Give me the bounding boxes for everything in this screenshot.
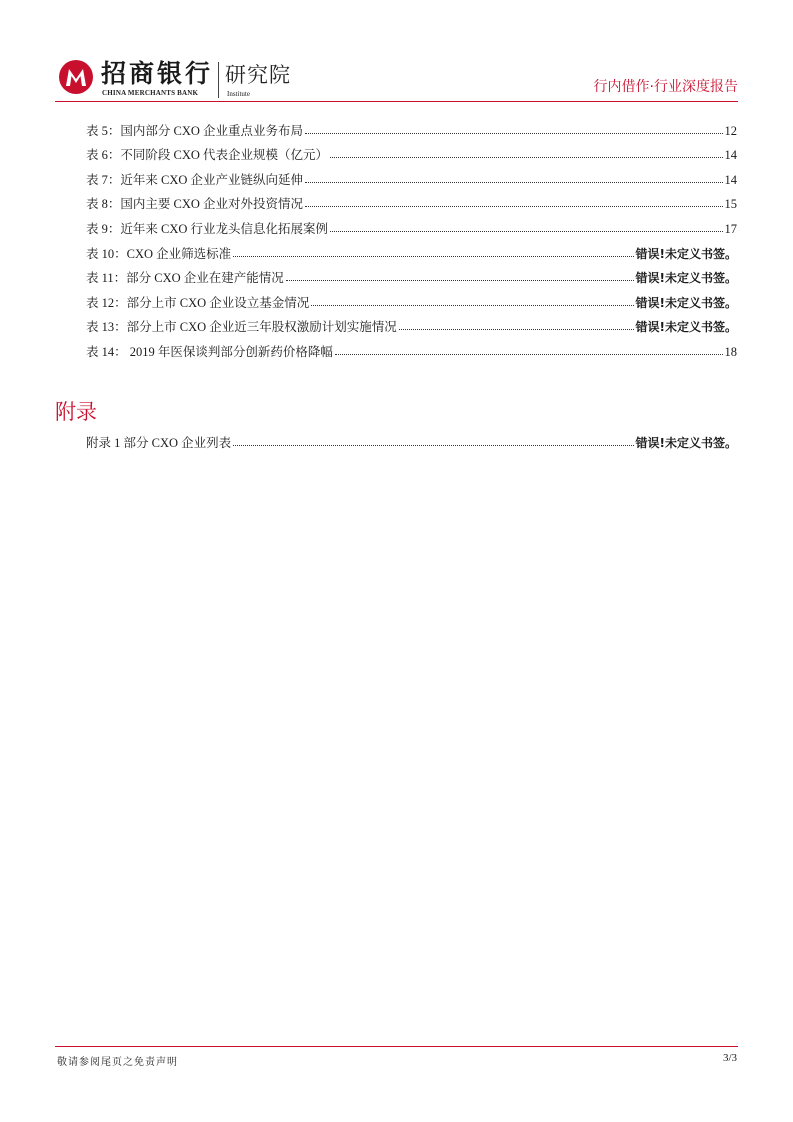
toc-entry-page[interactable]: 错误!未定义书签。	[635, 435, 737, 450]
toc-entry-page[interactable]: 12	[724, 123, 737, 138]
toc-leader-dots	[305, 205, 722, 207]
toc-entry-page[interactable]: 错误!未定义书签。	[635, 271, 737, 286]
toc-entry-label[interactable]: 表 5：国内部分 CXO 企业重点业务布局	[86, 123, 304, 138]
toc-entry-page[interactable]: 错误!未定义书签。	[635, 246, 737, 261]
toc-entry-page[interactable]: 15	[724, 197, 737, 212]
toc-leader-dots	[286, 279, 634, 281]
table-of-tables	[86, 114, 737, 360]
toc-entry-label[interactable]: 表 8：国内主要 CXO 企业对外投资情况	[86, 197, 304, 212]
toc-entry[interactable]	[86, 212, 737, 237]
toc-entry[interactable]	[86, 237, 737, 262]
toc-entry-page[interactable]: 14	[724, 172, 737, 187]
toc-leader-dots	[305, 132, 722, 134]
bank-name-cn: 招商银行	[101, 59, 214, 88]
toc-leader-dots	[233, 444, 633, 446]
toc-entry-label[interactable]: 表 6：不同阶段 CXO 代表企业规模（亿元）	[86, 148, 329, 163]
toc-entry-page[interactable]: 17	[724, 221, 737, 236]
toc-entry-label[interactable]: 附录 1 部分 CXO 企业列表	[86, 435, 232, 450]
toc-entry[interactable]	[86, 114, 737, 139]
toc-entry-page[interactable]: 18	[724, 344, 737, 359]
toc-entry-label[interactable]: 表 14： 2019 年医保谈判部分创新药价格降幅	[86, 344, 333, 359]
toc-entry-page[interactable]: 错误!未定义书签。	[635, 295, 737, 310]
toc-entry[interactable]	[86, 163, 737, 188]
toc-entry-label[interactable]: 表 12：部分上市 CXO 企业设立基金情况	[86, 295, 310, 310]
toc-leader-dots	[399, 328, 634, 330]
toc-entry-page[interactable]: 错误!未定义书签。	[635, 320, 737, 335]
toc-entry[interactable]	[86, 262, 737, 287]
toc-entry[interactable]	[86, 335, 737, 360]
toc-entry-label[interactable]: 表 7：近年来 CXO 企业产业链纵向延伸	[86, 172, 304, 187]
toc-entry-label[interactable]: 表 10：CXO 企业筛选标准	[86, 246, 232, 261]
toc-leader-dots	[330, 156, 722, 158]
institute-name-en: Institute	[227, 90, 250, 98]
toc-entry[interactable]	[86, 139, 737, 164]
report-type: 行内借作·行业深度报告	[593, 79, 738, 95]
toc-leader-dots	[335, 353, 723, 355]
footer-disclaimer: 敬请参阅尾页之免责声明	[57, 1057, 178, 1068]
appendix-list	[86, 426, 737, 451]
page-number: 3/3	[722, 1052, 737, 1064]
toc-entry[interactable]	[86, 426, 737, 451]
toc-entry-label[interactable]: 表 11：部分 CXO 企业在建产能情况	[86, 271, 284, 286]
toc-leader-dots	[233, 255, 633, 257]
toc-entry[interactable]	[86, 188, 737, 213]
appendix-heading: 附录	[55, 400, 97, 424]
header-divider	[55, 101, 738, 102]
toc-entry-label[interactable]: 表 9：近年来 CXO 行业龙头信息化拓展案例	[86, 221, 329, 236]
toc-leader-dots	[311, 304, 633, 306]
toc-entry[interactable]	[86, 286, 737, 311]
bank-name-en: CHINA MERCHANTS BANK	[102, 89, 199, 97]
cmb-logo-icon	[58, 59, 94, 95]
logo-divider	[218, 62, 219, 98]
page-header	[55, 58, 738, 102]
toc-leader-dots	[330, 230, 722, 232]
footer-divider	[55, 1046, 738, 1047]
toc-entry-page[interactable]: 14	[724, 148, 737, 163]
institute-name-cn: 研究院	[225, 63, 291, 87]
toc-leader-dots	[305, 181, 722, 183]
toc-entry[interactable]	[86, 311, 737, 336]
toc-entry-label[interactable]: 表 13：部分上市 CXO 企业近三年股权激励计划实施情况	[86, 320, 397, 335]
